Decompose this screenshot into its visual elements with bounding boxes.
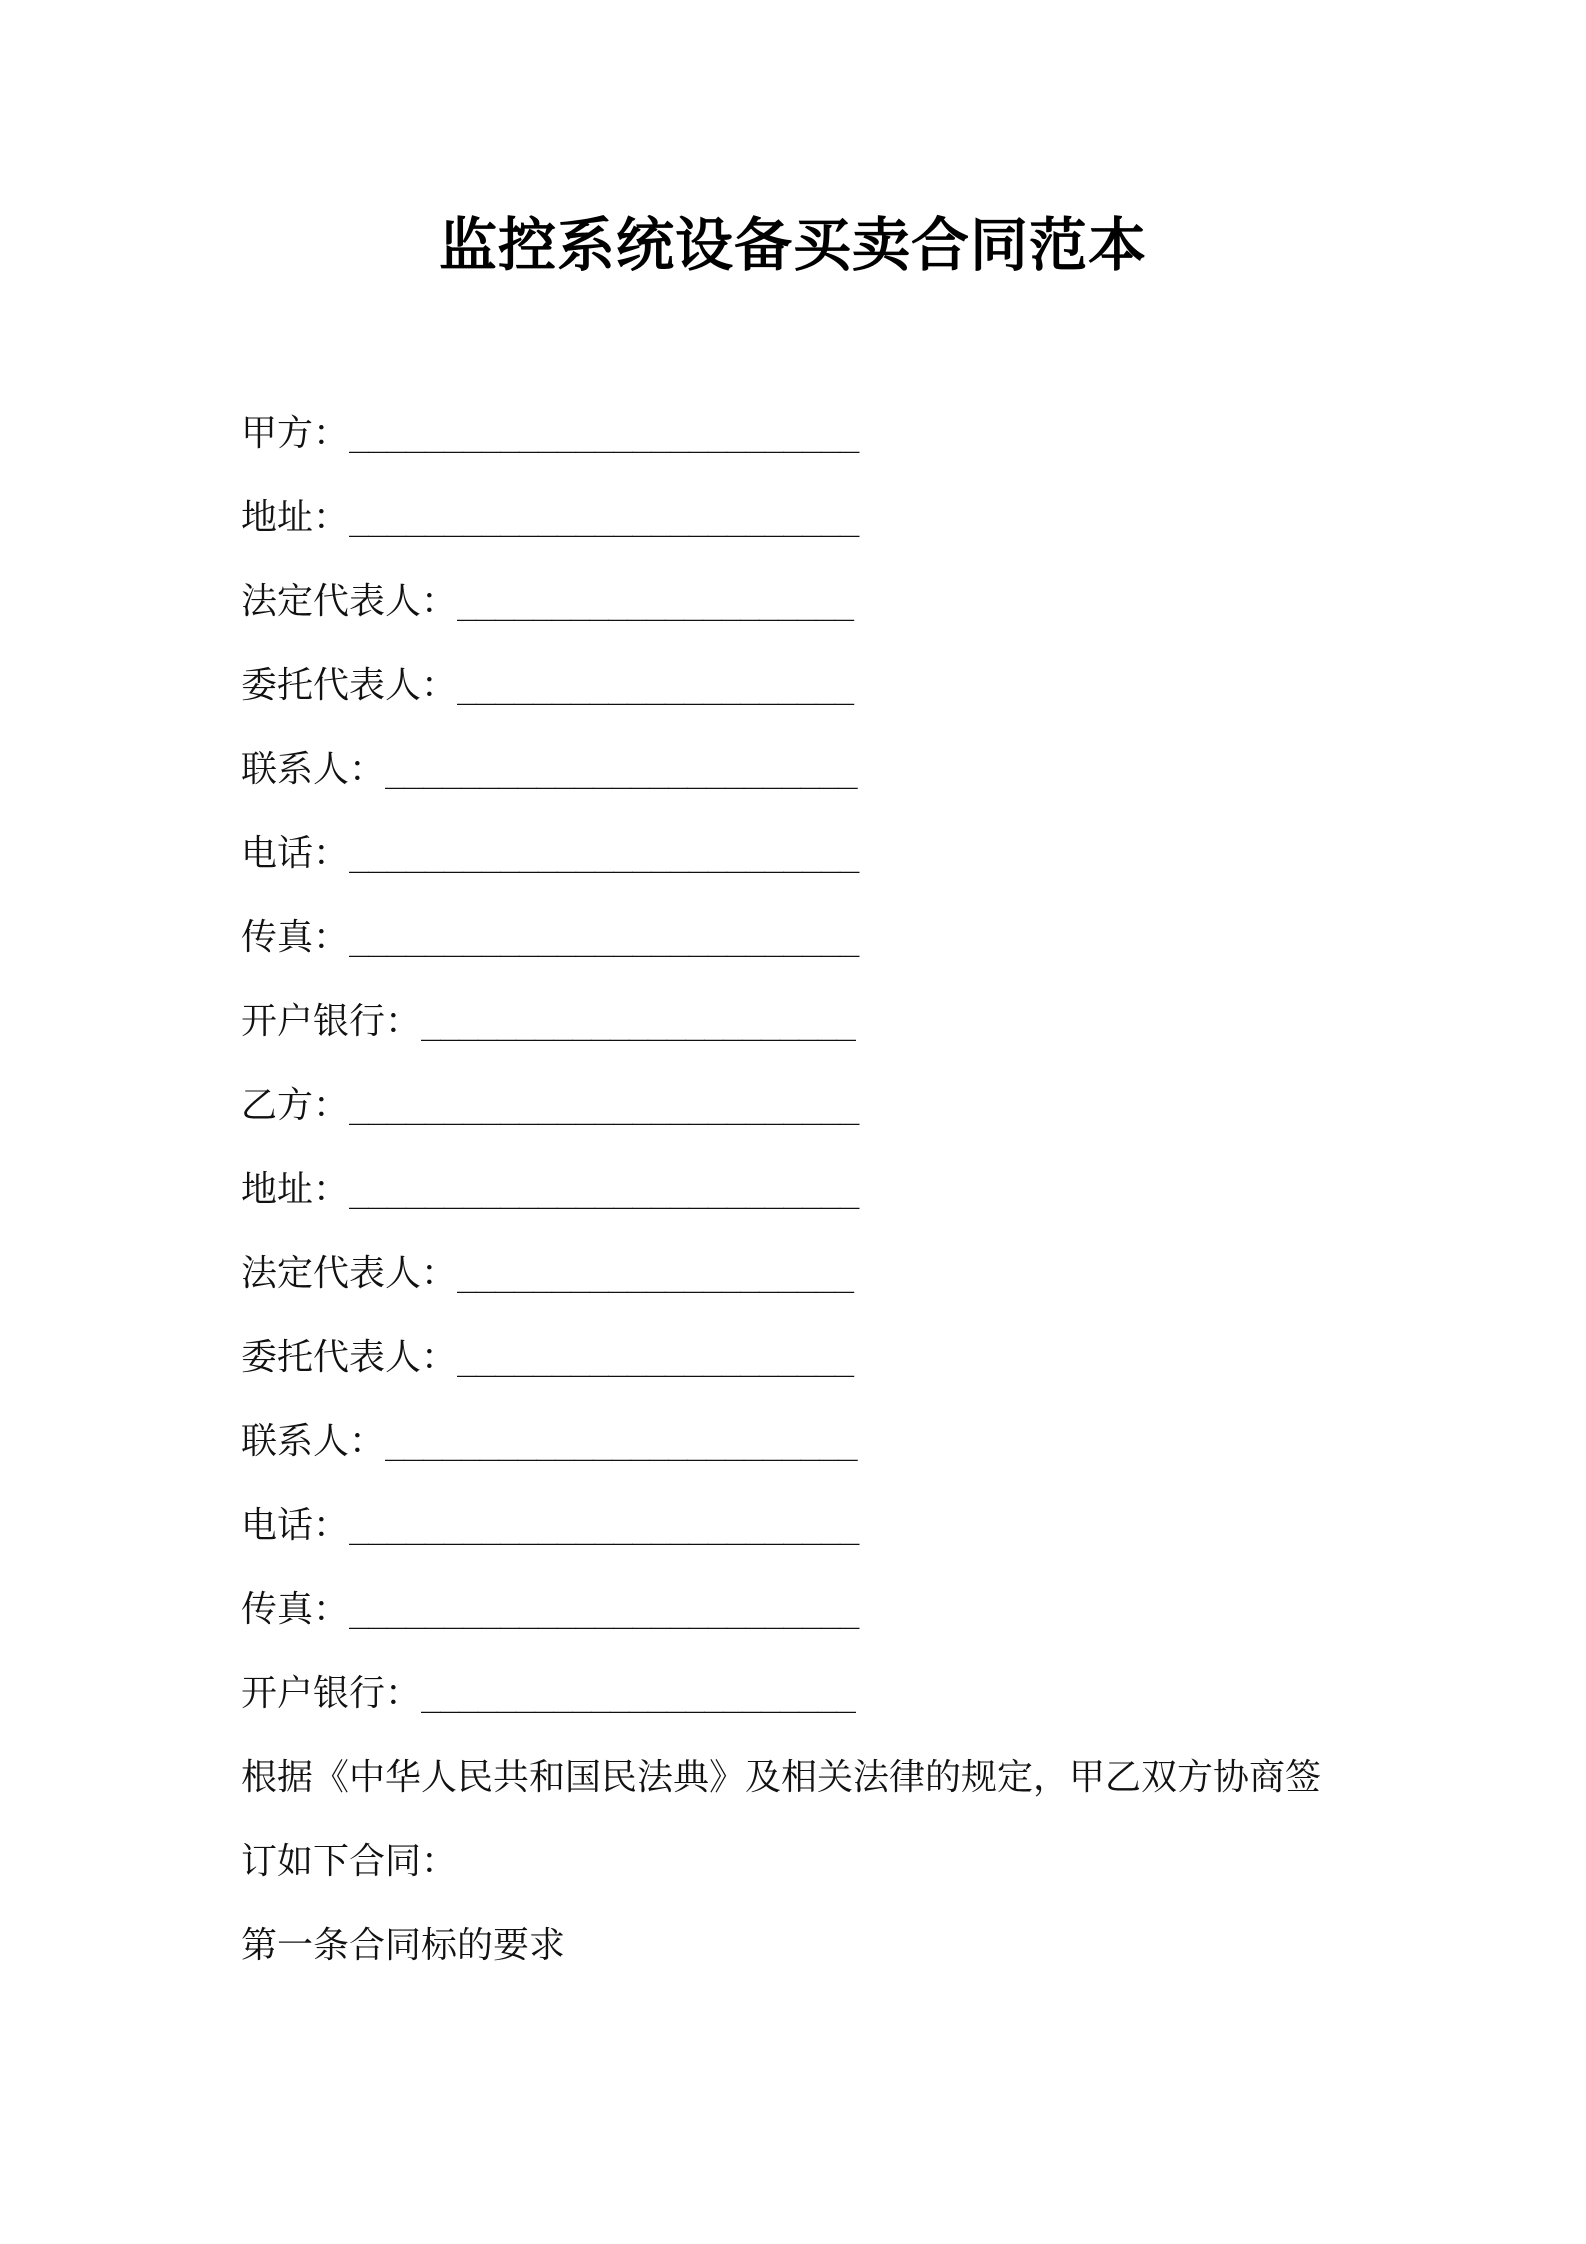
field-label: 地址： [241, 1169, 350, 1210]
party-a-name-row [241, 405, 1441, 489]
fill-in-blank: ___________________________ [349, 834, 859, 873]
field-label: 法定代表人： [241, 1253, 458, 1294]
field-label: 传真： [241, 1589, 350, 1630]
intro-paragraph-line-1: 根据《中华人民共和国民法典》及相关法律的规定，甲乙双方协商签 [241, 1757, 1322, 1798]
party-b-address-row [241, 1161, 1441, 1245]
fill-in-blank: _______________________ [421, 1674, 855, 1713]
section-heading: 第一条合同标的要求 [241, 1925, 566, 1966]
fill-in-blank: _____________________ [457, 1254, 854, 1293]
party-a-contact-row [241, 741, 1441, 825]
fill-in-blank: ___________________________ [349, 1086, 859, 1125]
field-label: 联系人： [241, 749, 386, 790]
party-b-contact-row [241, 1413, 1441, 1497]
party-b-name-row [241, 1077, 1441, 1161]
party-b-legal-rep-row [241, 1245, 1441, 1329]
field-label: 开户银行： [241, 1001, 422, 1042]
document-title: 监控系统设备买卖合同范本 [438, 211, 1147, 279]
party-b-fax-row [241, 1581, 1441, 1665]
field-label: 电话： [241, 1505, 350, 1546]
field-label: 乙方： [241, 1085, 350, 1126]
field-label: 地址： [241, 497, 350, 538]
party-b-bank-row [241, 1665, 1441, 1749]
fill-in-blank: _______________________ [421, 1002, 855, 1041]
field-label: 联系人： [241, 1421, 386, 1462]
field-label: 电话： [241, 833, 350, 874]
fill-in-blank: ___________________________ [349, 1170, 859, 1209]
fill-in-blank: ___________________________ [349, 1506, 859, 1545]
party-a-fax-row [241, 909, 1441, 993]
party-a-address-row [241, 489, 1441, 573]
field-label: 委托代表人： [241, 665, 458, 706]
field-label: 传真： [241, 917, 350, 958]
fill-in-blank: ___________________________ [349, 498, 859, 537]
fill-in-blank: _____________________ [457, 1338, 854, 1377]
party-fields [241, 405, 1441, 1749]
party-a-authorized-rep-row [241, 657, 1441, 741]
fill-in-blank: ___________________________ [349, 918, 859, 957]
field-label: 甲方： [241, 413, 350, 454]
fill-in-blank: _________________________ [385, 750, 857, 789]
fill-in-blank: ___________________________ [349, 414, 859, 453]
fill-in-blank: _____________________ [457, 666, 854, 705]
party-a-bank-row [241, 993, 1441, 1077]
field-label: 开户银行： [241, 1673, 422, 1714]
fill-in-blank: ___________________________ [349, 1590, 859, 1629]
field-label: 法定代表人： [241, 581, 458, 622]
fill-in-blank: _____________________ [457, 582, 854, 621]
party-a-legal-rep-row [241, 573, 1441, 657]
field-label: 委托代表人： [241, 1337, 458, 1378]
party-b-authorized-rep-row [241, 1329, 1441, 1413]
fill-in-blank: _________________________ [385, 1422, 857, 1461]
party-a-phone-row [241, 825, 1441, 909]
party-b-phone-row [241, 1497, 1441, 1581]
intro-paragraph-line-2: 订如下合同： [241, 1841, 458, 1882]
